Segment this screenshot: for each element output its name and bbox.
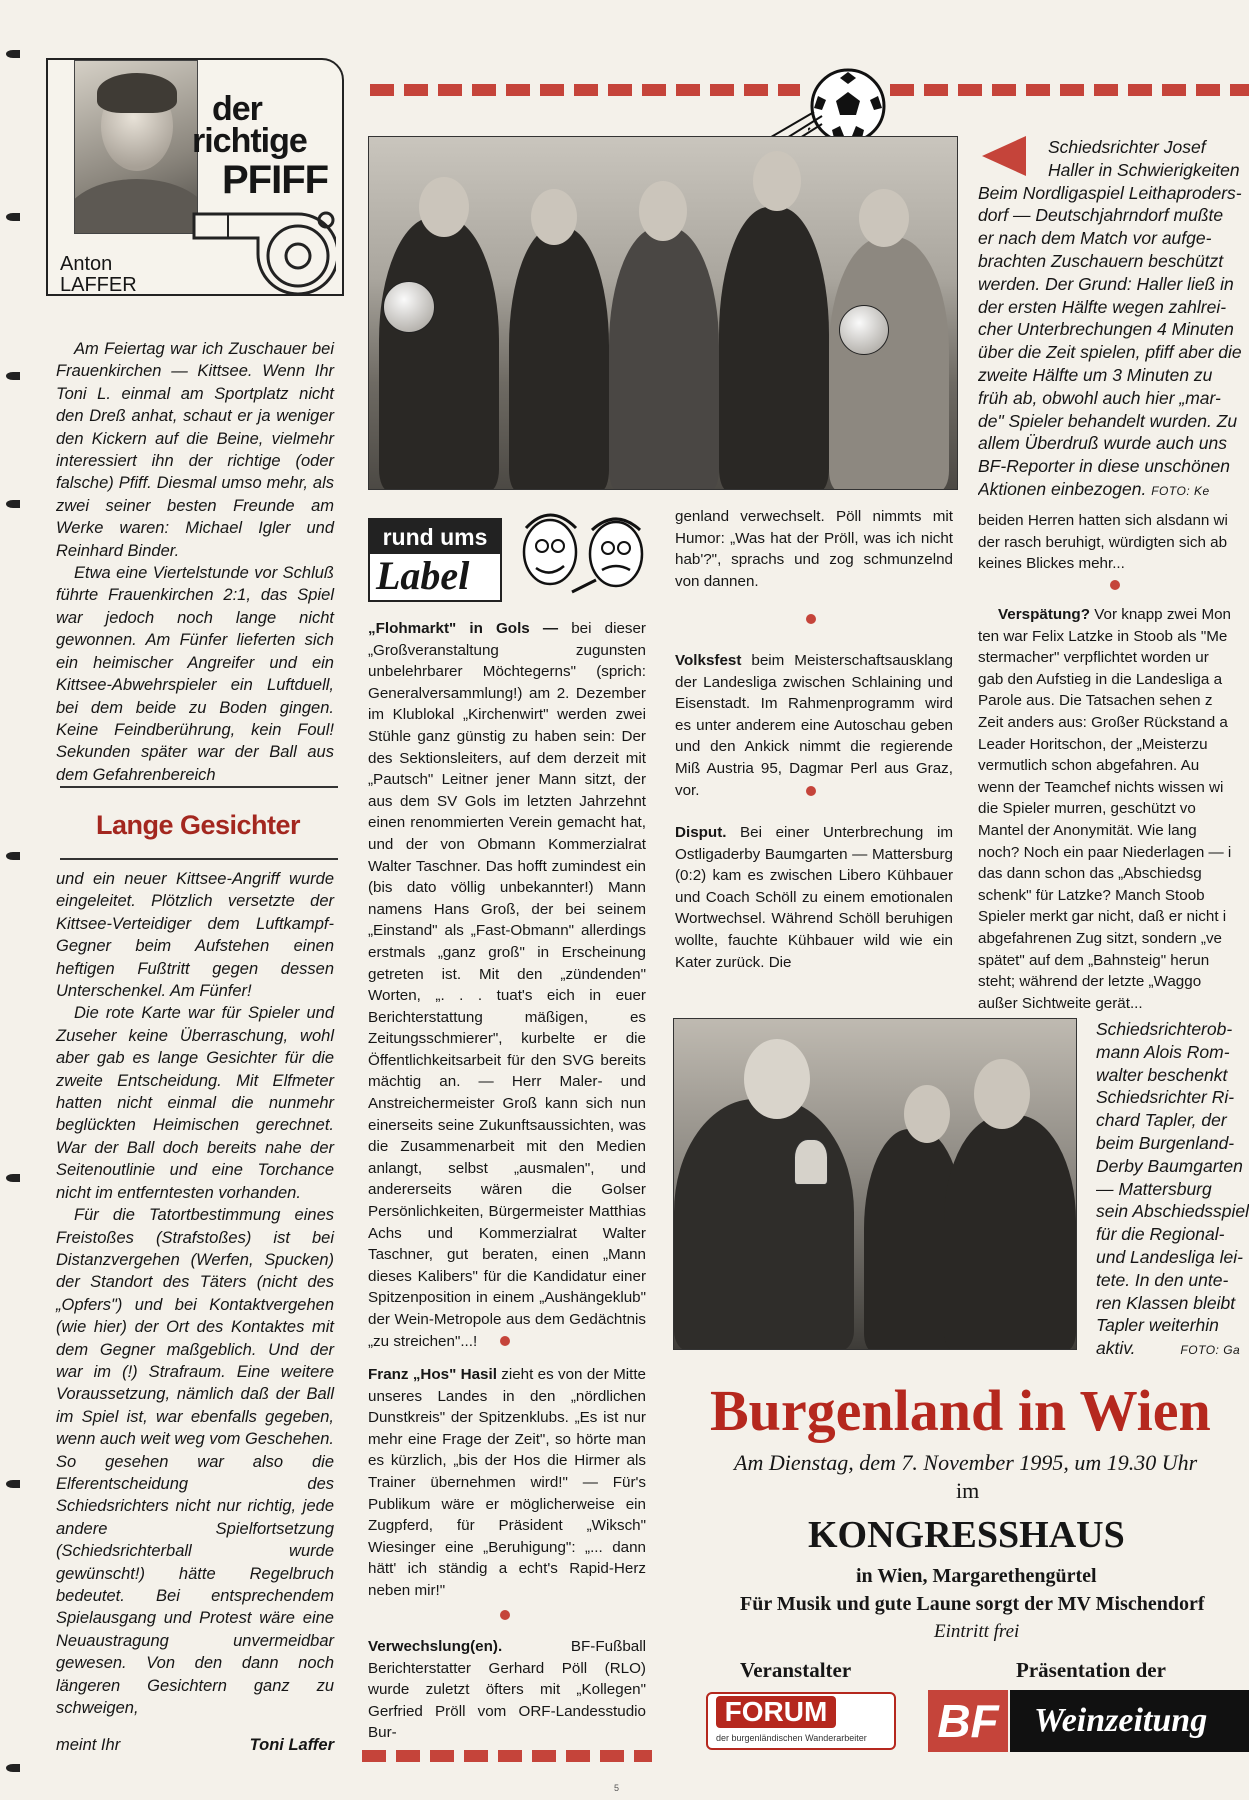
- ad-presented-label: Präsentation der: [1016, 1658, 1166, 1682]
- caption-line: allem Überdruß wurde auch uns: [978, 433, 1228, 454]
- margin-mark: [6, 500, 20, 508]
- caricature-faces-icon: [506, 508, 656, 604]
- photo1-caption: [978, 136, 1248, 501]
- text-line: die Spieler murren, geschützt vo: [978, 800, 1196, 818]
- item-title: Disput.: [675, 824, 727, 841]
- signature: Toni Laffer: [249, 1736, 334, 1754]
- text-line: wenn der Teamchef nichts wissen wi: [978, 778, 1224, 796]
- text-line: Leader Horitschon, der „Meisterzu: [978, 735, 1208, 753]
- caption-line: BF-Reporter in diese unschönen: [978, 456, 1230, 477]
- text-line: stermacher" verpflichtet worden ur: [978, 649, 1209, 667]
- caption-line: zweite Hälfte um 3 Minuten zu: [978, 364, 1213, 385]
- item-flohmarkt: [368, 618, 646, 1352]
- margin-mark: [6, 213, 20, 221]
- caption-line: Beim Nordligaspiel Leithaproders-: [978, 182, 1242, 203]
- text-line: Parole aus. Die Tatsachen sehen z: [978, 692, 1213, 710]
- margin-mark: [6, 372, 20, 380]
- bullet-dot: [1110, 580, 1120, 590]
- text-line: Mantel der Anonymität. Wie lang: [978, 821, 1197, 839]
- text-line: Zeit anders aus: Großer Rückstand a: [978, 713, 1228, 731]
- ad-title: Burgenland in Wien: [710, 1378, 1211, 1443]
- item-title: Volksfest: [675, 652, 742, 669]
- item-title: Verwechslung(en).: [368, 1638, 503, 1655]
- bullet-dot: [806, 786, 816, 796]
- sign-off: meint Ihr: [56, 1736, 121, 1754]
- caption-line: der ersten Hälfte wegen zahlrei-: [978, 296, 1227, 317]
- caption-line: Schiedsrichter Josef: [1048, 137, 1206, 157]
- photo-credit: FOTO: Ga: [1180, 1343, 1241, 1358]
- item-title: Verspätung?: [998, 606, 1090, 623]
- item-text: beim Meisterschaftsausklang der Landesliga zwischen Schlaining und Eisenstadt. Im Rahmenprogramm wird es unter anderem eine Autoschau geben und den Ankick nimmt die regierende Miß Austria 95, Dagmar Perl aus Graz, vor.: [675, 652, 953, 799]
- item-verwechslung: [368, 1636, 646, 1744]
- column-title-pfiff: PFIFF: [222, 158, 329, 202]
- item-volksfest: [675, 650, 953, 801]
- caption-line: [1096, 1337, 1249, 1360]
- caption-line: sein Abschiedsspiel: [1096, 1201, 1249, 1222]
- middle-column2-text: [675, 506, 953, 592]
- caption-line: Schiedsrichter Ri-: [1096, 1087, 1235, 1108]
- item-disput: [675, 822, 953, 973]
- text-line: Spieler merkt gar nicht, daß er nicht i: [978, 908, 1227, 926]
- ad-music: Für Musik und gute Laune sorgt der MV Mischendorf: [740, 1593, 1205, 1615]
- bullet-dot: [806, 614, 816, 624]
- left-column-text-bottom: [56, 868, 334, 1719]
- margin-mark: [6, 1480, 20, 1488]
- whistle-icon: [188, 208, 336, 304]
- caption-line: Haller in Schwierigkeiten: [1048, 159, 1240, 180]
- logo-label: Label: [376, 553, 470, 598]
- caption-line: werden. Der Grund: Haller ließ in: [978, 273, 1234, 294]
- logo-rund-ums: rund ums: [370, 520, 500, 554]
- decorative-dashes: [890, 84, 1249, 96]
- text-line: spätet" auf dem „Bahnsteig" herun: [978, 951, 1210, 969]
- caption-line: Schiedsrichterob-: [1096, 1019, 1233, 1039]
- decorative-dashes: [370, 84, 800, 96]
- author-first-name: Anton: [60, 253, 113, 275]
- text-line: der rasch beruhigt, würdigten sich ab: [978, 533, 1228, 551]
- page-number: 5: [614, 1783, 620, 1793]
- text-line: beiden Herren hatten sich alsdann wi: [978, 512, 1228, 529]
- author-last-name: LAFFER: [60, 274, 137, 296]
- photo-referee-escort: [368, 136, 958, 490]
- margin-mark: [6, 50, 20, 58]
- paragraph: Etwa eine Viertelstunde vor Schluß führte Frauenkirchen 2:1, das Spiel war jedoch noch lange nicht gewonnen. Am Fünfer lieferten sich ein heimischer Angreifer und ein Kittsee-Abwehrspieler ein Luftduell, bei dem beide zu Boden gingen. Keine Feindberührung, kein Foul! Sekunden später war der Ball aus dem Gefahrenbereich: [56, 564, 334, 784]
- paragraph: und ein neuer Kittsee-Angriff wurde eingeleitet. Plötzlich versetzte der Kittsee-Verteidiger dem Luftkampf-Gegner beim Aufstehen einen heftigen Fußtritt gegen dessen Unterschenkel. Am Fünfer!: [56, 870, 334, 1001]
- text-line: noch? Noch ein paar Niederlagen — i: [978, 843, 1232, 861]
- column-title-richtige: richtige: [192, 122, 307, 160]
- author-portrait: [74, 60, 198, 234]
- item-hasil: [368, 1364, 646, 1602]
- caption-line: de" Spieler behandelt wurden. Zu: [978, 410, 1238, 431]
- paragraph: Die rote Karte war für Spieler und Zuseher keine Überraschung, wohl aber gab es lange Gesichter für die zweite Entscheidung. Mit Elfmeter hatten nicht einmal die nunmehr beglückten Heimischen gerechnet. War der Ball doch bereits nahe der Seitenoutlinie und eine Torchance nicht im entferntesten vorhanden.: [56, 1004, 334, 1202]
- caption-line: dorf — Deutschjahrndorf mußte: [978, 205, 1224, 226]
- paragraph: Für die Tatortbestimmung eines Freistoßes (Strafstoßes) ist bei Distanzvergehen (Werfen, Spucken) der Standort des Täters (nicht des „Opfers") und bei Kontaktvergehen (wie hier) der Ort des Kontaktes mit dem Gegner maßgeblich. Und der war im (!) Strafraum. Eine weitere Voraussetzung, nämlich daß der Ball im Spiel ist, war ebenfalls gegeben, wenn auch weit weg vom Geschehen. So gesehen war also die Elferentscheidung des Schiedsrichters nicht nur richtig, jede andere Spielfortsetzung (Schiedsrichterball wurde gewünscht!) hätte Regelbruch bedeutet. Bei entsprechendem Spielausgang und Protest wäre eine Neuaustragung unvermeidbar gewesen. Von den dann noch längeren Gesichtern ganz zu schweigen,: [56, 1206, 334, 1718]
- margin-mark: [6, 852, 20, 860]
- left-column-text-top: [56, 338, 334, 786]
- text-line: vermutlich schon abgefahren. Au: [978, 757, 1200, 775]
- ad-im: im: [956, 1478, 980, 1503]
- item-text: Bei einer Unterbrechung im Ostligaderby Baumgarten — Mattersburg (0:2) kam es zwischen Libero Kühbauer und Coach Schöll zu einem emotionalen Wortwechsel. Während Schöll beruhigen wollte, fauchte Kühbauer wild wie ein Kater zurück. Die: [675, 824, 953, 971]
- item-text: genland verwechselt. Pöll nimmts mit Humor: „Was hat der Pröll, was ich nicht hab'?", sprachs und zog schmunzelnd von dannen.: [675, 508, 953, 590]
- text-line: [978, 604, 1248, 626]
- middle-column-text: [368, 1364, 646, 1602]
- caption-line: und Landesliga lei-: [1096, 1246, 1243, 1267]
- caption-line: brachten Zuschauern beschützt: [978, 250, 1224, 271]
- middle-column2-text: [675, 822, 953, 973]
- caption-line: [978, 478, 1248, 501]
- item-text: zieht es von der Mitte unseres Landes in den „nördlichen Dunstkreis" der Spitzenklubs. „Es ist nur mehr eine Frage der Zeit", so hörte man es kürzlich, „bis der Hos die Hirmer als Trainer übernehmen wird!" — Für's Publikum wäre er möglicherweise ein Zugpferd, für Präsident „Wiksch" Wiesinger eine „Beruhigung": „... dann hätt' ich ständig a echt's Rapid-Herz neben mir!": [368, 1366, 646, 1599]
- text-line: abgefahrenen Zug sitzt, sondern „ve: [978, 929, 1222, 947]
- caption-line-text: Aktionen einbezogen.: [978, 478, 1147, 499]
- divider: [60, 786, 338, 788]
- text-line: schenk" für Latzke? Manch Stoob: [978, 886, 1205, 904]
- right-column-text: [978, 510, 1248, 575]
- item-title: „Flohmarkt" in Gols —: [368, 620, 559, 637]
- photo-credit: FOTO: Ke: [1151, 483, 1210, 498]
- item-text: BF-Fußball Berichterstatter Gerhard Pöll (RLO) wurde zuletzt öfters mit „Kollegen" Gerfried Pröll vom ORF-Landesstudio Bur-: [368, 1638, 646, 1742]
- caption-line: chard Tapler, der: [1096, 1110, 1227, 1131]
- ad-date: Am Dienstag, dem 7. November 1995, um 19.30 Uhr: [734, 1450, 1198, 1475]
- caption-line: früh ab, obwohl auch hier „mar-: [978, 387, 1221, 408]
- text-line: das dann schon das „Abschiedsg: [978, 865, 1202, 883]
- text-line: steht; während der letzte „Waggo: [978, 973, 1202, 991]
- bullet-dot: [500, 1336, 510, 1346]
- caption-line: mann Alois Rom-: [1096, 1041, 1230, 1062]
- author-name: [60, 254, 137, 296]
- signature-line: [56, 1734, 334, 1756]
- middle-column-text: [368, 1636, 646, 1744]
- forum-logo-text: FORUM: [716, 1696, 836, 1728]
- right-column-text: [978, 604, 1248, 1014]
- caption-line: ren Klassen bleibt: [1096, 1292, 1236, 1313]
- bullet-dot: [500, 1610, 510, 1620]
- middle-column-text: [368, 618, 646, 1352]
- forum-logo-subtitle: der burgenländischen Wanderarbeiter: [716, 1733, 867, 1743]
- text-line: gab den Aufstieg in die Landesliga a: [978, 670, 1223, 688]
- text-line: ten war Felix Latzke in Stoob als "Me: [978, 627, 1228, 645]
- caption-line: beim Burgenland-: [1096, 1132, 1235, 1153]
- text-line: keines Blickes mehr...: [978, 555, 1125, 573]
- divider: [60, 858, 338, 860]
- middle-column2-text: [675, 650, 953, 801]
- ad-free-entry: Eintritt frei: [934, 1621, 1020, 1642]
- ad-organizer-label: Veranstalter: [740, 1658, 852, 1682]
- subheading-lange-gesichter: Lange Gesichter: [95, 810, 301, 840]
- margin-mark: [6, 1174, 20, 1182]
- decorative-dashes: [362, 1750, 652, 1762]
- bf-logo: BF: [928, 1690, 1008, 1752]
- paragraph: Am Feiertag war ich Zuschauer bei Frauenkirchen — Kittsee. Wenn Ihr Toni L. einmal am Sportplatz nicht den Dreß anhat, schaut er ja weniger den Kickern auf die Beine, vielmehr interessiert ihn der richtige (oder falsche) Pfiff. Diesmal umso mehr, als zwei seiner besten Freunde am Werke waren: Michael Igler und Reinhard Binder.: [56, 340, 334, 560]
- caption-line: walter beschenkt: [1096, 1064, 1228, 1085]
- ad-place: in Wien, Margarethengürtel: [856, 1565, 1097, 1587]
- item-text: bei dieser „Großveranstaltung zugunsten unbelehrbarer Möchtegerns" (sprich: Generalversammlung!) am 2. Dezember im Klublokal „Kirchenwirt" werden zwei Stühle ganz günstig zu haben sein: Der des Sektionsleiters, auf dem derzeit mit „Pautsch" Leitner jener Mann sitzt, der aus dem SV Gols im letzten Jahrzehnt einen renommierten Verein gemacht hat, und der von Obmann Kommerzialrat Walter Taschner. Das hofft zumindest ein (bis dato völlig unbekannter!) Mann namens Hans Groß, der bei seinem „Einstand" als „Fast-Obmann" allerdings erstmals „ganz groß" in Erscheinung getreten ist. Mit den „zündenden" Worten, „. . . tuat's eich in euer Berichterstattung mäßigen, es Zeitungsschmierer", kurbelte er die Öffentlichkeitsarbeit für den SVG bereits mächtig an. — Herr Maler- und Anstreichermeister Groß kann sich nun einerseits seine Zukunftsaussichten, was die Zusammenarbeit mit den Medien anlangt, selbst „ausmalen", und andererseits wären die Golser Persönlichkeiten, Bürgermeister Matthias Achs und Kommerzialrat Walter Taschner, gut beraten, einen „Mann dieses Kalibers" für die Kandidatur einer Spitzenposition in einem „Aushängeklub" der Wein-Metropole aus dem Gedächtnis „zu streichen"...!: [368, 620, 646, 1350]
- caption-line: cher Unterbrechungen 4 Minuten: [978, 319, 1234, 340]
- weinzeitung-logo: Weinzeitung: [1010, 1690, 1249, 1752]
- text-line-start: Vor knapp zwei Mon: [1094, 606, 1231, 623]
- caption-line: er nach dem Match vor aufge-: [978, 228, 1212, 249]
- ad-venue: KONGRESSHAUS: [808, 1514, 1125, 1556]
- margin-mark: [6, 1764, 20, 1772]
- photo-referee-gift: [673, 1018, 1077, 1350]
- caption-line-text: aktiv.: [1096, 1338, 1136, 1359]
- text-line: außer Sichtweite gerät...: [978, 994, 1143, 1012]
- photo2-caption: [1096, 1018, 1249, 1360]
- caption-line: Tapler weiterhin: [1096, 1315, 1219, 1336]
- caption-line: für die Regional-: [1096, 1224, 1225, 1245]
- item-title: Franz „Hos" Hasil: [368, 1366, 497, 1383]
- caption-line: Derby Baumgarten: [1096, 1155, 1243, 1176]
- caption-line: tete. In den unte-: [1096, 1269, 1229, 1290]
- caption-line: über die Zeit spielen, pfiff aber die: [978, 342, 1242, 363]
- caption-line: — Mattersburg: [1096, 1178, 1212, 1199]
- column-title-der: der: [212, 90, 262, 128]
